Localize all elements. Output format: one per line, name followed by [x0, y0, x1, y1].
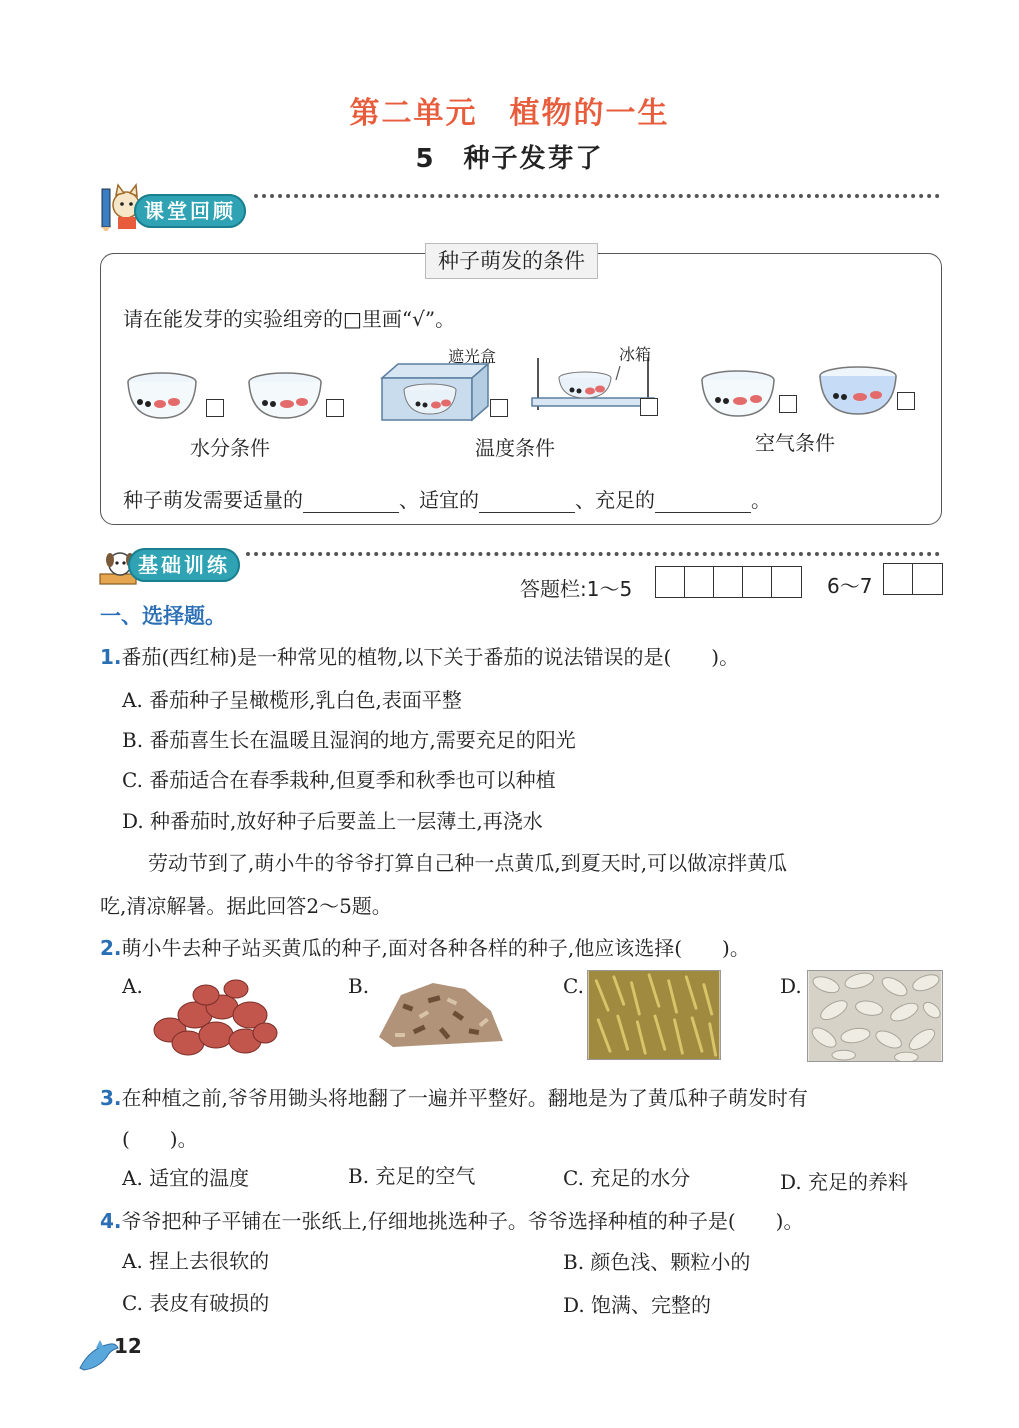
checkbox-temp-2[interactable]	[640, 398, 658, 416]
page-number: 12	[114, 1334, 142, 1358]
answer-cell-3[interactable]	[714, 567, 743, 597]
q1-number: 1.	[100, 645, 122, 669]
answer-cell-7[interactable]	[913, 564, 942, 594]
answer-label-2: 6～7	[827, 574, 873, 598]
answer-cell-1[interactable]	[656, 567, 685, 597]
question-2	[100, 932, 750, 961]
checkbox-air-2[interactable]	[897, 392, 915, 410]
section-head-choice: 一、选择题。	[100, 604, 226, 628]
answer-cell-6[interactable]	[884, 564, 913, 594]
q1-stem: 番茄(西红柿)是一种常见的植物,以下关于番茄的说法错误的是( )。	[121, 645, 740, 669]
q2-number: 2.	[100, 936, 122, 960]
q3-stem-cont: ( )。	[122, 1127, 198, 1151]
q1-option-c[interactable]: C. 番茄适合在春季栽种,但夏季和秋季也可以种植	[122, 768, 556, 792]
q1-option-b[interactable]: B. 番茄喜生长在温暖且湿润的地方,需要充足的阳光	[122, 728, 576, 752]
checkbox-water-2[interactable]	[326, 399, 344, 417]
checkbox-temp-1[interactable]	[490, 399, 508, 417]
bowl-3-shaded	[382, 364, 488, 420]
bowl-1	[128, 373, 196, 418]
training-badge: 基础训练	[128, 548, 240, 582]
q1-option-a[interactable]: A. 番茄种子呈橄榄形,乳白色,表面平整	[122, 688, 462, 712]
q2-stem: 萌小牛去种子站买黄瓜的种子,面对各种各样的种子,他应该选择( )。	[121, 936, 750, 960]
experiment-illustrations	[120, 340, 950, 430]
group-temp-label: 温度条件	[475, 436, 555, 460]
seed-image-c-rice[interactable]	[587, 970, 721, 1060]
q3-option-c[interactable]: C. 充足的水分	[563, 1166, 691, 1190]
q3-number: 3.	[100, 1086, 122, 1110]
bowl-6-water	[820, 367, 896, 414]
fill-part-1: 种子萌发需要适量的	[123, 488, 303, 512]
fill-part-4: 。	[751, 488, 771, 512]
q3-stem: 在种植之前,爷爷用锄头将地翻了一遍并平整好。翻地是为了黄瓜种子萌发时有	[121, 1086, 808, 1110]
label-shade-box: 遮光盒	[448, 347, 497, 366]
label-fridge: 冰箱	[619, 345, 652, 364]
question-1	[100, 641, 739, 670]
dotted-divider	[254, 194, 940, 198]
fill-part-2: 、适宜的	[399, 488, 479, 512]
answer-grid-1-5	[655, 566, 802, 598]
q1-option-d[interactable]: D. 种番茄时,放好种子后要盖上一层薄土,再浇水	[122, 809, 543, 833]
unit-title: 第二单元 植物的一生	[349, 96, 670, 131]
lesson-title: 5 种子发芽了	[415, 144, 604, 174]
answer-cell-4[interactable]	[743, 567, 772, 597]
question-3	[100, 1082, 808, 1111]
q2-option-c[interactable]: C.	[563, 974, 584, 998]
checkbox-water-1[interactable]	[206, 399, 224, 417]
q2-option-a[interactable]: A.	[122, 974, 143, 998]
group-water-label: 水分条件	[190, 436, 270, 460]
q3-option-a[interactable]: A. 适宜的温度	[122, 1166, 250, 1190]
review-badge: 课堂回顾	[134, 194, 246, 228]
q3-option-d[interactable]: D. 充足的养料	[780, 1170, 909, 1194]
bowl-2	[249, 373, 321, 418]
passage-line-1: 劳动节到了,萌小牛的爷爷打算自己种一点黄瓜,到夏天时,可以做凉拌黄瓜	[148, 851, 788, 875]
blank-temperature[interactable]	[479, 493, 575, 513]
q4-number: 4.	[100, 1209, 122, 1233]
q3-option-b[interactable]: B. 充足的空气	[348, 1164, 476, 1188]
blank-air[interactable]	[655, 493, 751, 513]
seed-image-d-cucumber[interactable]	[807, 970, 943, 1062]
q4-option-b[interactable]: B. 颜色浅、颗粒小的	[563, 1250, 751, 1274]
answer-cell-2[interactable]	[685, 567, 714, 597]
answer-label-1: 答题栏:1～5	[520, 577, 633, 601]
answer-cell-5[interactable]	[772, 567, 801, 597]
bowl-4-fridge	[532, 358, 654, 410]
q4-option-c[interactable]: C. 表皮有破损的	[122, 1291, 270, 1315]
blank-water[interactable]	[303, 493, 399, 513]
answer-grid-6-7	[883, 563, 943, 595]
question-4	[100, 1205, 803, 1234]
seed-image-a-red-beans[interactable]	[150, 975, 280, 1063]
q4-option-a[interactable]: A. 捏上去很软的	[122, 1249, 270, 1273]
bowl-5	[702, 371, 774, 416]
seed-image-b-chips[interactable]	[373, 975, 507, 1055]
q4-option-d[interactable]: D. 饱满、完整的	[563, 1293, 712, 1317]
dotted-divider-2	[246, 552, 940, 556]
q2-option-b[interactable]: B.	[348, 974, 370, 998]
conditions-fill-sentence	[123, 484, 771, 513]
q4-stem: 爷爷把种子平铺在一张纸上,仔细地挑选种子。爷爷选择种植的种子是( )。	[121, 1209, 804, 1233]
checkbox-air-1[interactable]	[779, 395, 797, 413]
fill-part-3: 、充足的	[575, 488, 655, 512]
group-air-label: 空气条件	[755, 431, 835, 455]
review-instruction: 请在能发芽的实验组旁的□里画“√”。	[123, 307, 456, 331]
passage-line-2: 吃,清凉解暑。据此回答2～5题。	[100, 894, 392, 918]
conditions-box-title: 种子萌发的条件	[425, 243, 598, 279]
q2-option-d[interactable]: D.	[780, 974, 802, 998]
